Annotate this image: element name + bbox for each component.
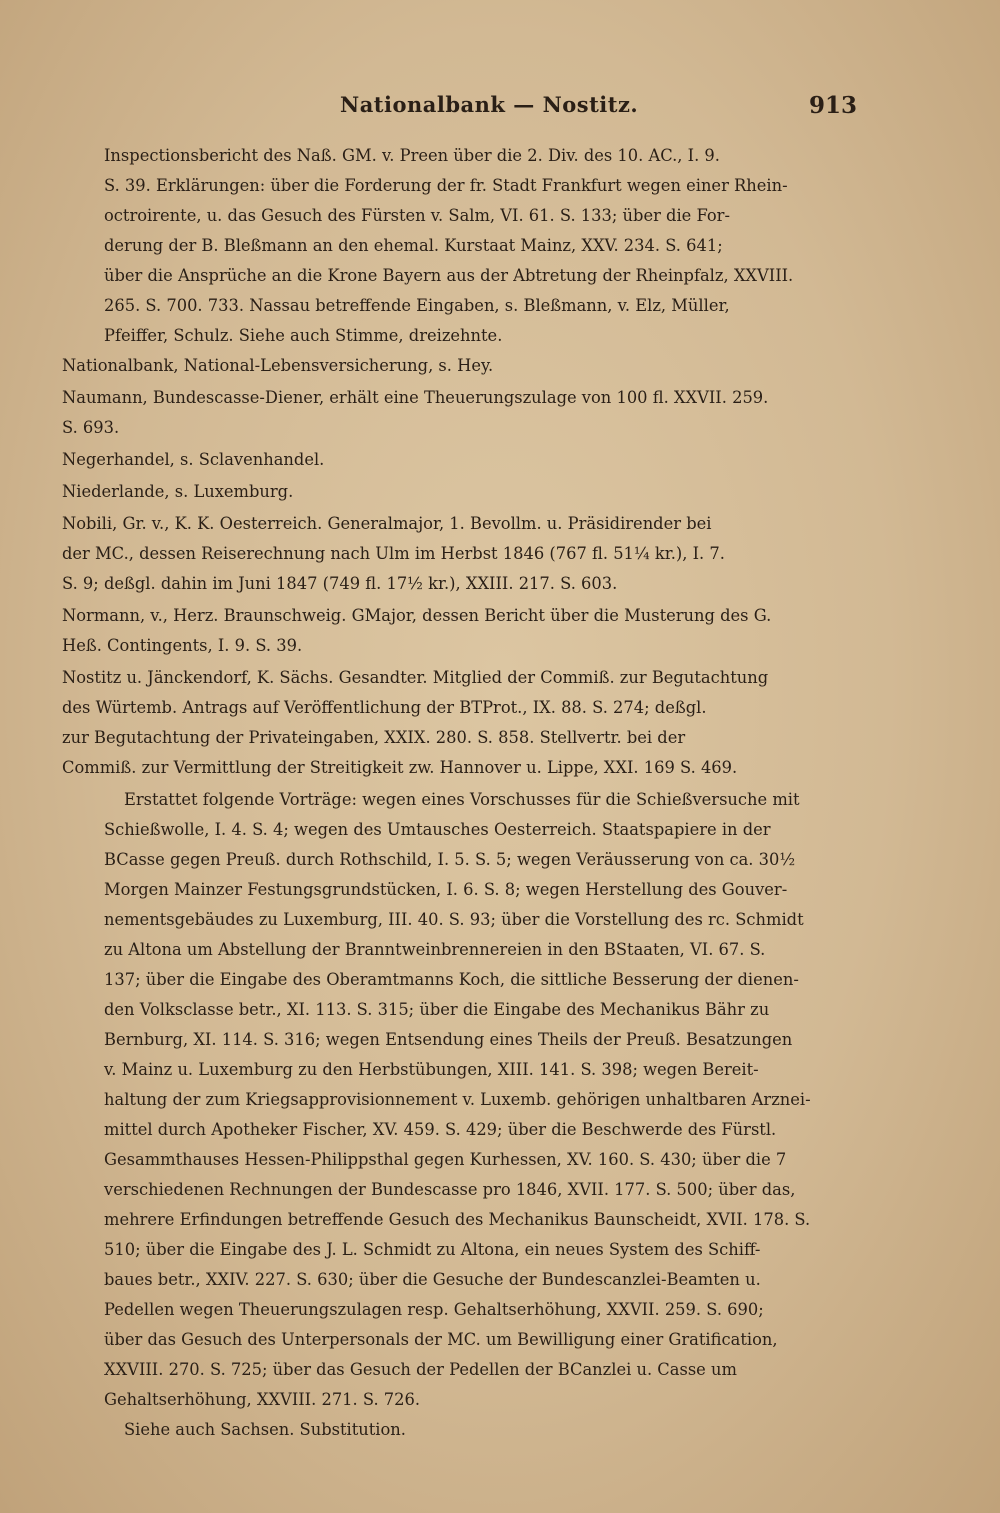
text-line: Nobili, Gr. v., K. K. Oesterreich. Generalmajor, 1. Bevollm. u. Präsidirender bei [62,514,712,533]
text-line: über die Ansprüche an die Krone Bayern aus der Abtretung der Rheinpfalz, XXVIII. [104,266,794,285]
text-line: octroirente, u. das Gesuch des Fürsten v. Salm, VI. 61. S. 133; über die For- [104,206,730,225]
entry-normann [62,601,856,661]
text-line: 510; über die Eingabe des J. L. Schmidt zu Altona, ein neues System des Schiff- [104,1240,761,1259]
text-line: mehrere Erfindungen betreffende Gesuch des Mechanikus Baunscheidt, XVII. 178. S. [104,1210,811,1229]
entry-naumann [62,383,856,443]
entry-niederlande [62,477,856,507]
text-line: verschiedenen Rechnungen der Bundescasse pro 1846, XVII. 177. S. 500; über das, [104,1180,796,1199]
text-line: S. 9; deßgl. dahin im Juni 1847 (749 fl. 17½ kr.), XXIII. 217. S. 603. [62,574,618,593]
text-line: derung der B. Bleßmann an den ehemal. Kurstaat Mainz, XXV. 234. S. 641; [104,236,723,255]
entry-see-also [62,1415,856,1445]
text-line: Heß. Contingents, I. 9. S. 39. [62,636,303,655]
text-line: Pfeiffer, Schulz. Siehe auch Stimme, dreizehnte. [104,326,503,345]
text-line: v. Mainz u. Luxemburg zu den Herbstübungen, XIII. 141. S. 398; wegen Bereit- [104,1060,759,1079]
text-line: über das Gesuch des Unterpersonals der MC. um Bewilligung einer Gratification, [104,1330,778,1349]
text-line: der MC., dessen Reiserechnung nach Ulm im Herbst 1846 (767 fl. 51¼ kr.), I. 7. [62,544,725,563]
entry-negerhandel [62,445,856,475]
text-line: zu Altona um Abstellung der Branntweinbrennereien in den BStaaten, VI. 67. S. [104,940,766,959]
text-line: 265. S. 700. 733. Nassau betreffende Eingaben, s. Bleßmann, v. Elz, Müller, [104,296,730,315]
text-line: zur Begutachtung der Privateingaben, XXIX. 280. S. 858. Stellvertr. bei der [62,728,686,747]
text-line: Naumann, Bundescasse-Diener, erhält eine Theuerungszulage von 100 fl. XXVII. 259. [62,388,769,407]
text-line: Nationalbank, National-Lebensversicherung, s. Hey. [62,356,494,375]
text-line: Normann, v., Herz. Braunschweig. GMajor, dessen Bericht über die Musterung des G. [62,606,772,625]
text-line: Pedellen wegen Theuerungszulagen resp. Gehaltserhöhung, XXVII. 259. S. 690; [104,1300,764,1319]
entry-continuation [62,141,856,351]
text-line: Siehe auch Sachsen. Substitution. [124,1420,406,1439]
entry-nostitz-reports [62,785,856,1415]
entry-nostitz [62,663,856,783]
text-line: S. 693. [62,418,120,437]
entry-nationalbank [62,351,856,381]
page-number: 913 [808,92,857,119]
text-line: XXVIII. 270. S. 725; über das Gesuch der Pedellen der BCanzlei u. Casse um [104,1360,737,1379]
text-line: Schießwolle, I. 4. S. 4; wegen des Umtausches Oesterreich. Staatspapiere in der [104,820,771,839]
text-line: 137; über die Eingabe des Oberamtmanns Koch, die sittliche Besserung der dienen- [104,970,799,989]
text-line: nementsgebäudes zu Luxemburg, III. 40. S. 93; über die Vorstellung des rc. Schmidt [104,910,804,929]
text-line: BCasse gegen Preuß. durch Rothschild, I. 5. S. 5; wegen Veräusserung von ca. 30½ [104,850,796,869]
text-line: Morgen Mainzer Festungsgrundstücken, I. 6. S. 8; wegen Herstellung des Gouver- [104,880,788,899]
page-header [0,92,1000,132]
text-line: Erstattet folgende Vorträge: wegen eines Vorschusses für die Schießversuche mit [124,790,800,809]
text-line: mittel durch Apotheker Fischer, XV. 459. S. 429; über die Beschwerde des Fürstl. [104,1120,777,1139]
text-line: Gesammthauses Hessen-Philippsthal gegen Kurhessen, XV. 160. S. 430; über die 7 [104,1150,787,1169]
text-line: Commiß. zur Vermittlung der Streitigkeit zw. Hannover u. Lippe, XXI. 169 S. 469. [62,758,738,777]
text-line: Negerhandel, s. Sclavenhandel. [62,450,325,469]
text-line: Niederlande, s. Luxemburg. [62,482,294,501]
text-line: haltung der zum Kriegsapprovisionnement v. Luxemb. gehörigen unhaltbaren Arznei- [104,1090,811,1109]
text-line: Nostitz u. Jänckendorf, K. Sächs. Gesandter. Mitglied der Commiß. zur Begutachtung [62,668,769,687]
text-line: Inspectionsbericht des Naß. GM. v. Preen über die 2. Div. des 10. AC., I. 9. [104,146,720,165]
text-line: baues betr., XXIV. 227. S. 630; über die Gesuche der Bundescanzlei-Beamten u. [104,1270,761,1289]
entry-nobili [62,509,856,599]
text-line: den Volksclasse betr., XI. 113. S. 315; über die Eingabe des Mechanikus Bähr zu [104,1000,770,1019]
text-line: Bernburg, XI. 114. S. 316; wegen Entsendung eines Theils der Preuß. Besatzungen [104,1030,793,1049]
running-title: Nationalbank — Nostitz. [340,92,639,117]
index-text [62,141,856,1445]
text-line: S. 39. Erklärungen: über die Forderung der fr. Stadt Frankfurt wegen einer Rhein- [104,176,788,195]
text-line: des Würtemb. Antrags auf Veröffentlichung der BTProt., IX. 88. S. 274; deßgl. [62,698,707,717]
text-line: Gehaltserhöhung, XXVIII. 271. S. 726. [104,1390,421,1409]
